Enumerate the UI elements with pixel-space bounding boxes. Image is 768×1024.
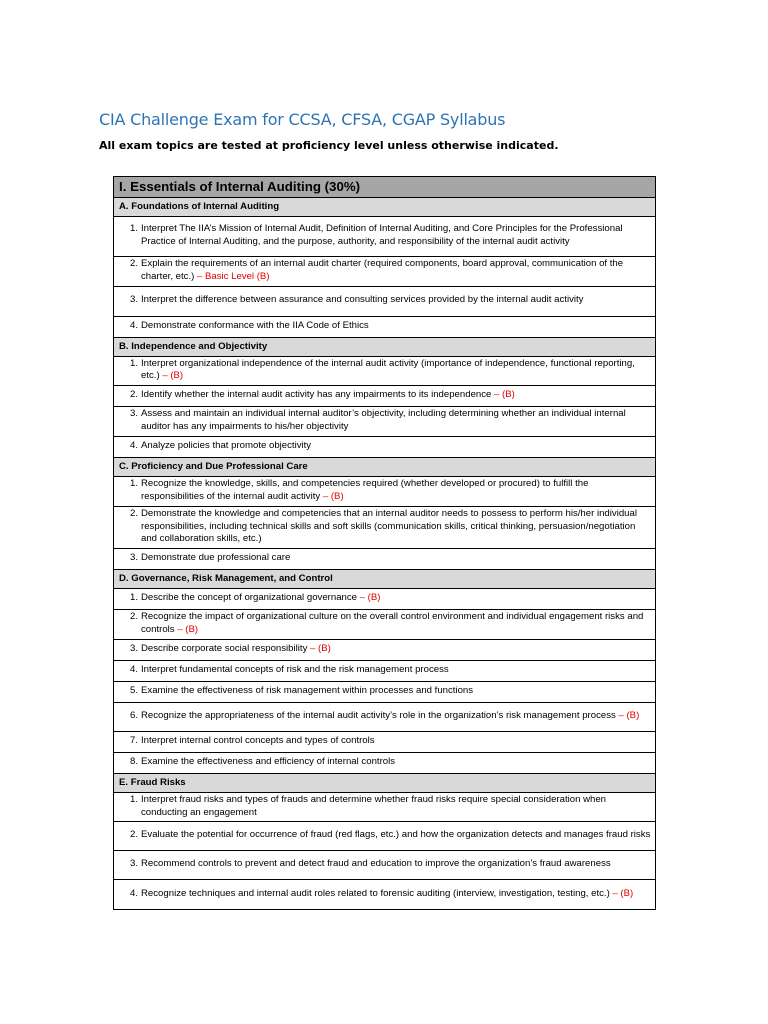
item-number: 4. xyxy=(129,887,138,899)
syllabus-item-row xyxy=(114,217,656,257)
item-text: Interpret fraud risks and types of frauds and determine whether fraud risks require special consideration when conducting an engagement xyxy=(141,793,607,818)
item-number: 4. xyxy=(129,319,138,331)
document-subtitle: All exam topics are tested at proficiency level unless otherwise indicated. xyxy=(99,139,559,152)
syllabus-item-row xyxy=(114,702,656,731)
item-level-indicator: – (B) xyxy=(615,709,640,721)
syllabus-item-row xyxy=(114,752,656,773)
syllabus-item xyxy=(114,880,656,910)
syllabus-item-row xyxy=(114,477,656,507)
item-text: Explain the requirements of an internal audit charter (required components, board approval, communication of the charter, etc.) xyxy=(141,258,624,282)
syllabus-item-row xyxy=(114,257,656,287)
item-number: 3. xyxy=(129,552,138,564)
syllabus-item-row xyxy=(114,731,656,752)
item-number: 4. xyxy=(129,440,138,452)
section-header-row xyxy=(114,773,656,792)
syllabus-item-row xyxy=(114,386,656,407)
item-level-indicator: – (B) xyxy=(159,370,184,382)
item-number: 7. xyxy=(129,734,138,746)
item-text: Recognize the appropriateness of the internal audit activity’s role in the organization’s risk management process xyxy=(141,709,616,721)
syllabus-item xyxy=(114,549,656,570)
section-title: E. Fraud Risks xyxy=(114,773,656,792)
syllabus-item-row xyxy=(114,660,656,681)
syllabus-item xyxy=(114,477,656,507)
syllabus-item xyxy=(114,681,656,702)
item-number: 8. xyxy=(129,755,138,767)
syllabus-item-row xyxy=(114,822,656,851)
syllabus-item-row xyxy=(114,681,656,702)
syllabus-table xyxy=(113,176,656,910)
item-level-indicator: – (B) xyxy=(307,642,331,654)
item-text: Demonstrate conformance with the IIA Code of Ethics xyxy=(141,319,369,331)
item-text: Assess and maintain an individual internal auditor’s objectivity, including determining whether an individual internal auditor has any impairments to his/her objectivity xyxy=(141,408,626,433)
syllabus-item xyxy=(114,407,656,437)
section-header-row xyxy=(114,570,656,589)
syllabus-item xyxy=(114,286,656,316)
section-title: D. Governance, Risk Management, and Control xyxy=(114,570,656,589)
syllabus-item xyxy=(114,506,656,548)
syllabus-item-row xyxy=(114,356,656,386)
item-number: 1. xyxy=(129,592,138,604)
item-text: Recognize techniques and internal audit roles related to forensic auditing (interview, investigation, testing, etc.) xyxy=(141,887,610,899)
syllabus-item-row xyxy=(114,610,656,640)
syllabus-item xyxy=(114,217,656,257)
syllabus-item-row xyxy=(114,437,656,458)
syllabus-item-row xyxy=(114,851,656,880)
item-number: 5. xyxy=(129,684,138,696)
syllabus-item xyxy=(114,639,656,660)
item-level-indicator: – (B) xyxy=(174,623,199,635)
item-number: 1. xyxy=(129,478,138,490)
item-text: Demonstrate due professional care xyxy=(141,552,291,564)
syllabus-item xyxy=(114,437,656,458)
syllabus-item xyxy=(114,792,656,822)
item-number: 2. xyxy=(129,389,138,401)
item-number: 1. xyxy=(129,357,138,369)
item-number: 2. xyxy=(129,258,138,269)
syllabus-item xyxy=(114,356,656,386)
part-title: I. Essentials of Internal Auditing (30%) xyxy=(114,177,656,198)
syllabus-item-row xyxy=(114,880,656,910)
syllabus-item-row xyxy=(114,792,656,822)
syllabus-item-row xyxy=(114,549,656,570)
item-number: 3. xyxy=(129,642,138,654)
syllabus-item xyxy=(114,386,656,407)
item-text: Evaluate the potential for occurrence of fraud (red flags, etc.) and how the organization detects and manages fraud risks xyxy=(141,829,651,841)
item-text: Recognize the impact of organizational culture on the overall control environment and individual engagement risks and controls xyxy=(141,611,644,635)
item-level-indicator: – Basic Level (B) xyxy=(194,270,270,282)
item-level-indicator: – (B) xyxy=(320,490,344,502)
item-level-indicator: – (B) xyxy=(609,887,634,899)
syllabus-item xyxy=(114,822,656,851)
syllabus-item xyxy=(114,610,656,640)
item-number: 3. xyxy=(129,408,138,420)
item-text: Interpret the difference between assurance and consulting services provided by the internal audit activity xyxy=(141,294,584,306)
item-number: 2. xyxy=(129,611,138,623)
syllabus-item xyxy=(114,257,656,287)
item-text: Interpret The IIA’s Mission of Internal Audit, Definition of Internal Auditing, and Core Principles for the Professional Practice of Internal Auditing, and the purpose, authority, and responsibility of the internal audit activity xyxy=(141,223,623,247)
item-level-indicator: – (B) xyxy=(491,389,515,401)
item-text: Describe the concept of organizational governance xyxy=(141,592,357,604)
item-number: 4. xyxy=(129,663,138,675)
syllabus-item-row xyxy=(114,589,656,610)
section-header-row xyxy=(114,458,656,477)
syllabus-item xyxy=(114,702,656,731)
section-title: A. Foundations of Internal Auditing xyxy=(114,198,656,217)
item-level-indicator: – (B) xyxy=(357,592,381,604)
item-number: 3. xyxy=(129,294,138,306)
item-text: Recommend controls to prevent and detect fraud and education to improve the organization’s fraud awareness xyxy=(141,858,611,870)
item-text: Describe corporate social responsibility xyxy=(141,642,308,654)
syllabus-item xyxy=(114,316,656,337)
item-number: 6. xyxy=(129,709,138,721)
syllabus-table-body xyxy=(114,177,656,910)
syllabus-item xyxy=(114,851,656,880)
item-number: 2. xyxy=(129,507,138,519)
item-number: 2. xyxy=(129,829,138,841)
syllabus-item-row xyxy=(114,639,656,660)
syllabus-item xyxy=(114,752,656,773)
part-header-row xyxy=(114,177,656,198)
syllabus-item-row xyxy=(114,506,656,548)
syllabus-item-row xyxy=(114,407,656,437)
section-header-row xyxy=(114,198,656,217)
syllabus-item xyxy=(114,660,656,681)
syllabus-item-row xyxy=(114,316,656,337)
syllabus-item xyxy=(114,589,656,610)
syllabus-item-row xyxy=(114,286,656,316)
item-text: Interpret organizational independence of the internal audit activity (importance of independence, functional reporting, etc.) xyxy=(141,357,635,382)
item-text: Examine the effectiveness of risk management within processes and functions xyxy=(141,684,474,696)
document-title: CIA Challenge Exam for CCSA, CFSA, CGAP Syllabus xyxy=(99,110,506,129)
item-number: 3. xyxy=(129,858,138,870)
syllabus-item xyxy=(114,731,656,752)
item-text: Demonstrate the knowledge and competencies that an internal auditor needs to possess to perform his/her individual responsibilities, including technical skills and soft skills (communication skills, critical thinking, persuasion/negotiation and collaboration skills, etc.) xyxy=(141,507,637,545)
item-number: 1. xyxy=(129,793,138,805)
item-text: Examine the effectiveness and efficiency of internal controls xyxy=(141,755,396,767)
item-text: Recognize the knowledge, skills, and competencies required (whether developed or procured) to fulfill the responsibilities of the internal audit activity xyxy=(141,478,589,502)
section-title: B. Independence and Objectivity xyxy=(114,337,656,356)
item-text: Interpret fundamental concepts of risk and the risk management process xyxy=(141,663,449,675)
item-text: Identify whether the internal audit activity has any impairments to its independence xyxy=(141,389,492,401)
item-text: Analyze policies that promote objectivity xyxy=(141,440,312,452)
item-text: Interpret internal control concepts and types of controls xyxy=(141,734,375,746)
section-title: C. Proficiency and Due Professional Care xyxy=(114,458,656,477)
item-number: 1. xyxy=(129,223,138,235)
section-header-row xyxy=(114,337,656,356)
